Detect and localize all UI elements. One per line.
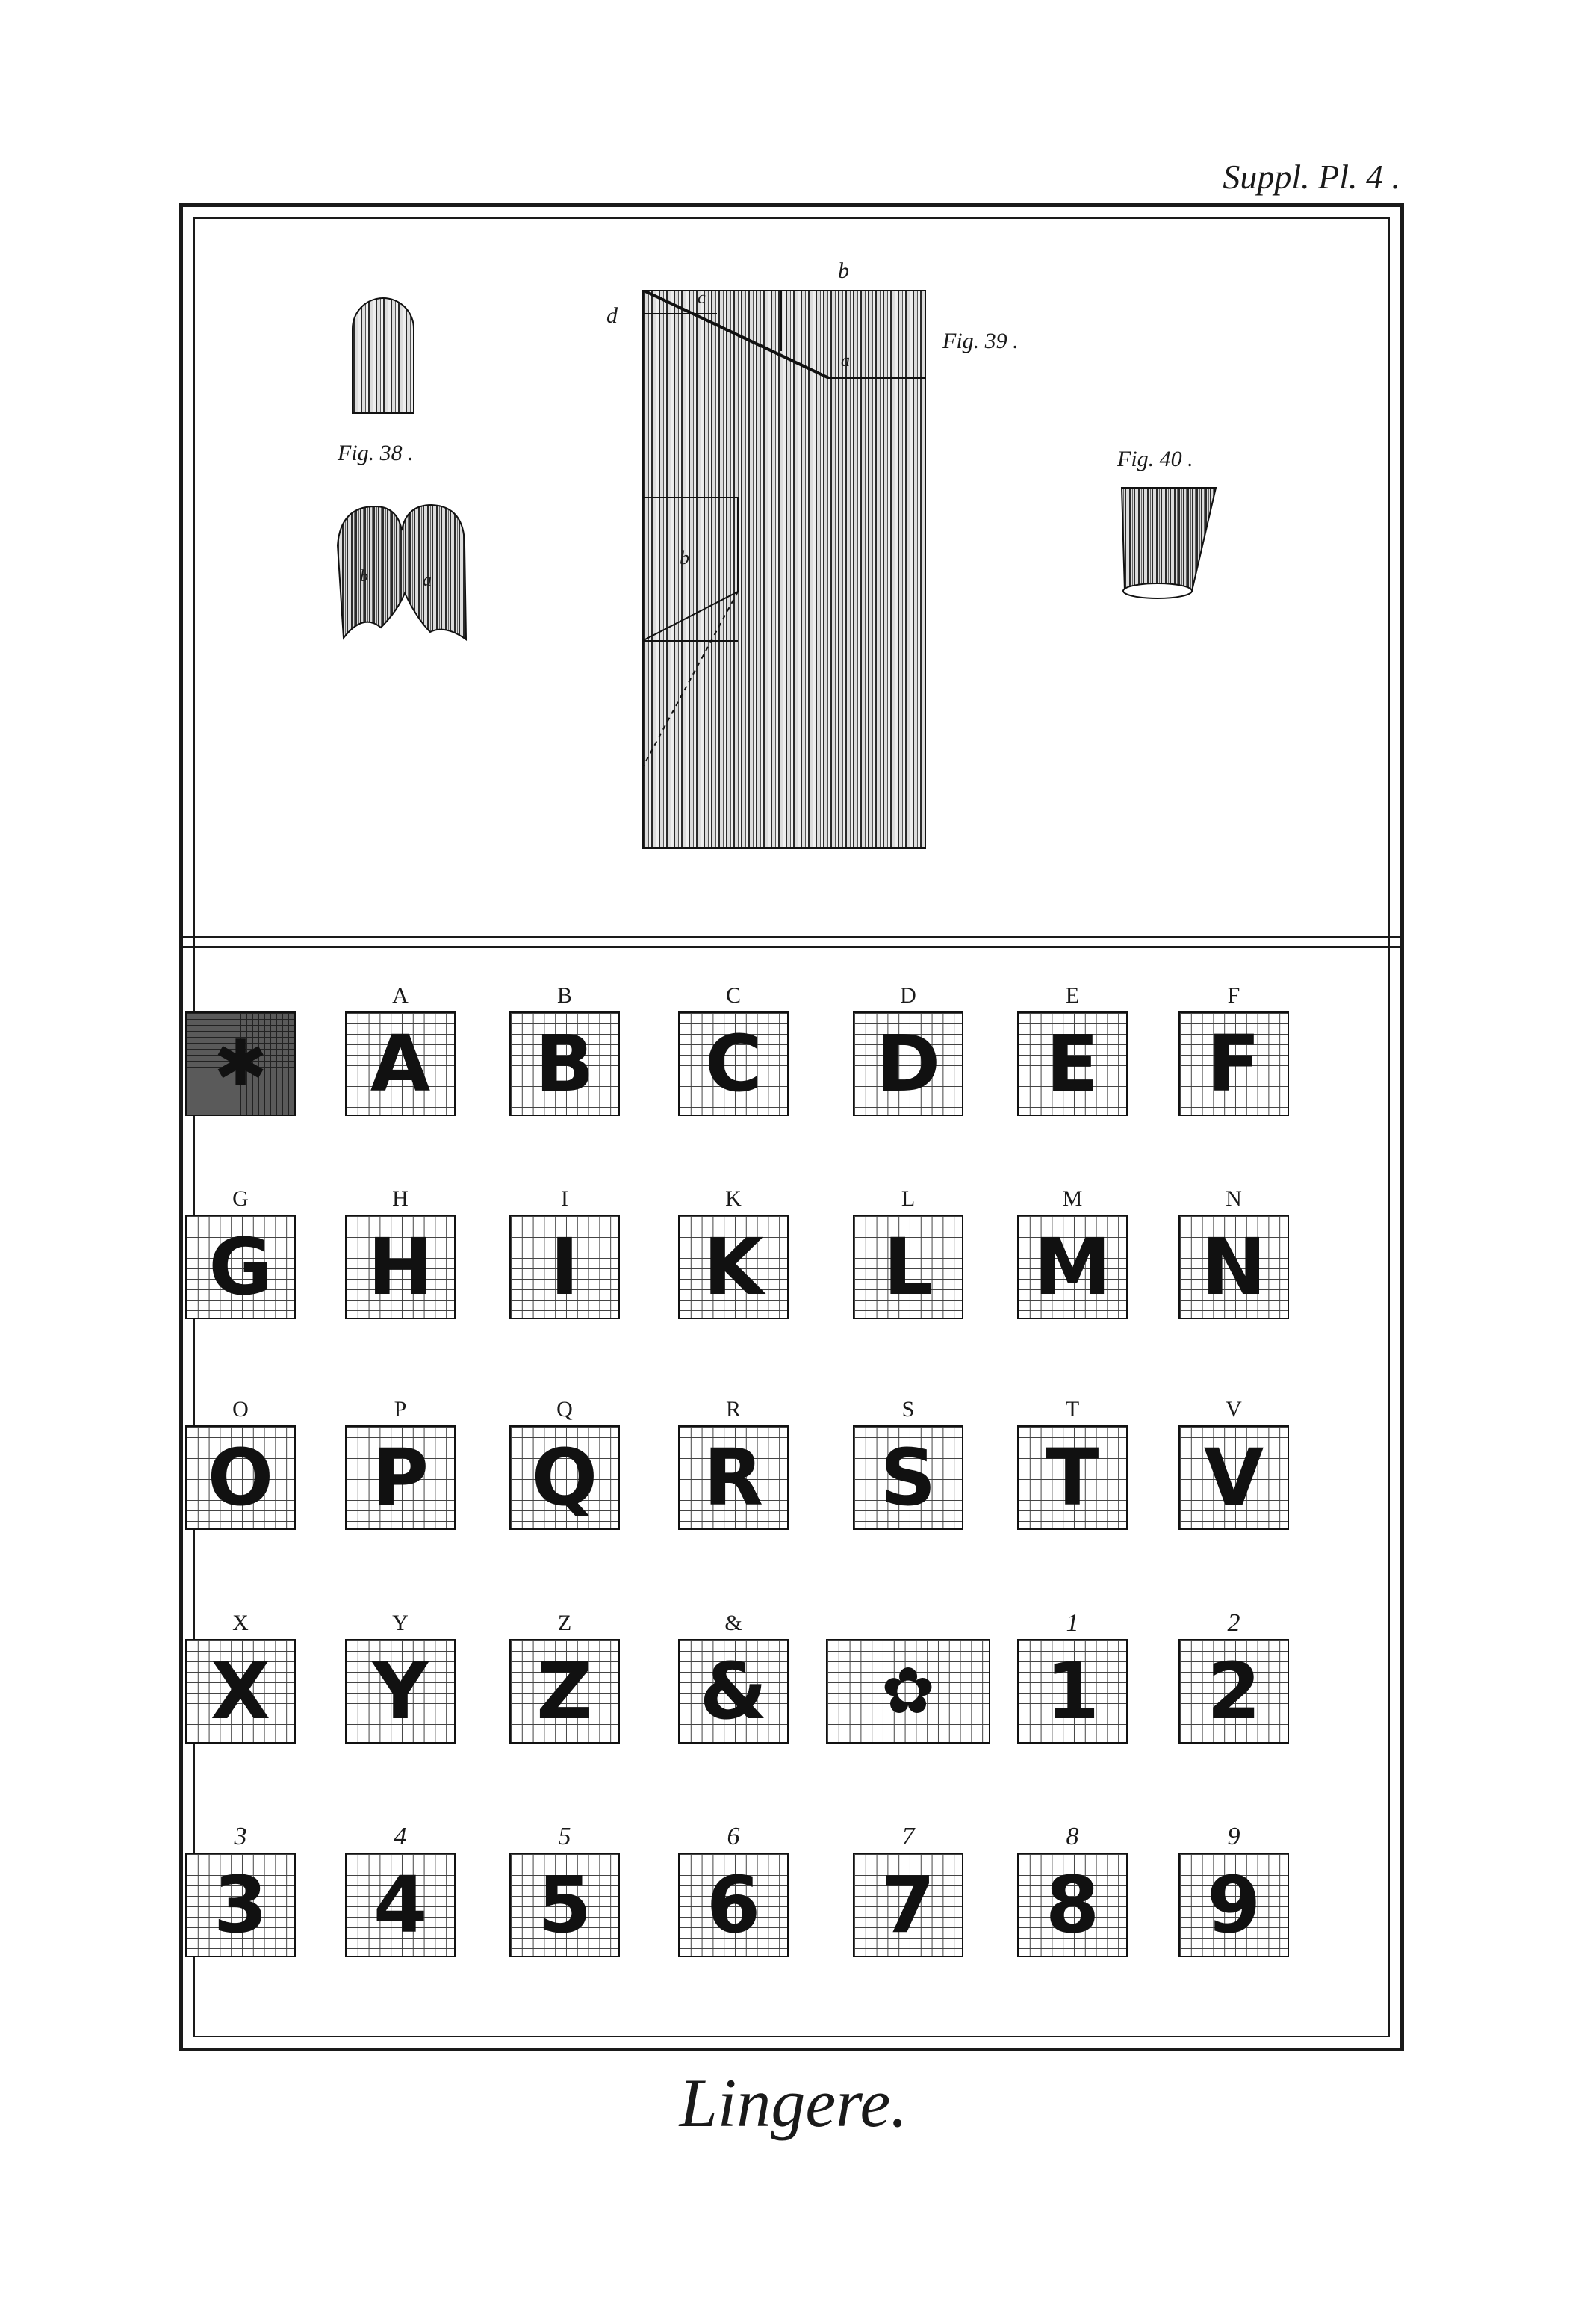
alphabet-cell (1017, 980, 1128, 1116)
alphabet-cell-label: E (1065, 983, 1080, 1008)
embroidery-grid (345, 1011, 456, 1116)
alphabet-cell (185, 980, 296, 1116)
cross-stitch-glyph: Z (536, 1646, 593, 1737)
fig39-letter-b-top: b (838, 258, 849, 283)
cross-stitch-glyph: S (880, 1432, 937, 1523)
alphabet-cell (826, 1608, 990, 1744)
cross-stitch-glyph: H (367, 1221, 433, 1313)
alphabet-cell-label (826, 1608, 990, 1639)
cross-stitch-glyph: M (1034, 1221, 1111, 1313)
alphabet-cell-label: 1 (1066, 1609, 1079, 1637)
alphabet-cell (1178, 980, 1289, 1116)
cross-stitch-glyph: B (535, 1018, 594, 1109)
embroidery-grid (1178, 1425, 1289, 1530)
alphabet-cell-label: M (1062, 1186, 1083, 1211)
cross-stitch-glyph: 2 (1206, 1646, 1261, 1737)
fig39-construction-lines (642, 290, 926, 849)
alphabet-cell (1178, 1608, 1289, 1744)
cross-stitch-glyph: D (875, 1018, 941, 1109)
alphabet-cell (853, 980, 963, 1116)
embroidery-grid (509, 1853, 620, 1957)
alphabet-cell-label: S (901, 1397, 915, 1422)
alphabet-cell (345, 1608, 456, 1744)
alphabet-cell-label: I (561, 1186, 568, 1211)
cross-stitch-glyph: Q (531, 1432, 598, 1523)
fig38-cut-pattern (333, 501, 470, 644)
alphabet-cell-label: 5 (558, 1823, 571, 1850)
alphabet-cell (853, 1821, 963, 1957)
alphabet-cell (185, 1183, 296, 1319)
cross-stitch-glyph: C (704, 1018, 763, 1109)
cross-stitch-glyph: X (210, 1646, 271, 1737)
embroidery-grid (1178, 1011, 1289, 1116)
embroidery-grid (1017, 1425, 1128, 1530)
embroidery-grid (678, 1639, 789, 1744)
embroidery-grid (1178, 1639, 1289, 1744)
embroidery-grid (1017, 1853, 1128, 1957)
alphabet-cell (185, 1821, 296, 1957)
cross-stitch-glyph: 7 (881, 1859, 936, 1950)
embroidery-grid (185, 1215, 296, 1319)
alphabet-cell-label: R (725, 1397, 741, 1422)
alphabet-cell (185, 1394, 296, 1530)
alphabet-cell-label: N (1226, 1186, 1242, 1211)
embroidery-grid (509, 1215, 620, 1319)
cross-stitch-glyph: K (703, 1221, 764, 1313)
alphabet-cell-label: 6 (727, 1823, 740, 1850)
embroidery-grid (185, 1011, 296, 1116)
embroidery-grid (345, 1215, 456, 1319)
embroidery-grid (185, 1639, 296, 1744)
alphabet-cell (1178, 1394, 1289, 1530)
cross-stitch-glyph: I (550, 1221, 580, 1313)
embroidery-grid (185, 1853, 296, 1957)
cross-stitch-glyph: T (1046, 1432, 1099, 1523)
alphabet-cell-label: O (232, 1397, 249, 1422)
cross-stitch-glyph: P (371, 1432, 429, 1523)
fig40-label: Fig. 40 . (1117, 447, 1193, 471)
fig38-letter-a: a (423, 571, 432, 590)
embroidery-grid (678, 1425, 789, 1530)
cross-stitch-glyph: O (207, 1432, 274, 1523)
alphabet-cell-label (185, 980, 296, 1011)
alphabet-cell (345, 1821, 456, 1957)
cross-stitch-glyph: R (703, 1432, 764, 1523)
alphabet-cell (185, 1608, 296, 1744)
alphabet-cell-label: V (1226, 1397, 1242, 1422)
fig38-letter-b: b (360, 566, 368, 585)
alphabet-cell (678, 1183, 789, 1319)
alphabet-cell (509, 1183, 620, 1319)
alphabet-cell (1017, 1394, 1128, 1530)
embroidery-grid (678, 1011, 789, 1116)
alphabet-cell (345, 980, 456, 1116)
fig39-label: Fig. 39 . (942, 329, 1019, 353)
embroidery-grid (345, 1639, 456, 1744)
fig38-label: Fig. 38 . (338, 441, 414, 465)
embroidery-grid (509, 1639, 620, 1744)
alphabet-cell (345, 1183, 456, 1319)
alphabet-cell-label: Q (556, 1397, 573, 1422)
alphabet-cell (509, 1394, 620, 1530)
fig38-sleeve-piece (352, 297, 414, 414)
alphabet-cell (1017, 1608, 1128, 1744)
cross-stitch-glyph: & (699, 1646, 768, 1737)
cross-stitch-glyph: 4 (373, 1859, 428, 1950)
cross-stitch-glyph: G (208, 1221, 273, 1313)
alphabet-cell (853, 1394, 963, 1530)
cross-stitch-glyph: N (1201, 1221, 1267, 1313)
embroidery-grid (853, 1011, 963, 1116)
embroidery-grid (345, 1853, 456, 1957)
embroidery-grid (509, 1425, 620, 1530)
embroidery-grid (678, 1215, 789, 1319)
embroidery-grid (185, 1425, 296, 1530)
alphabet-cell-label: C (725, 983, 741, 1008)
alphabet-cell-label: A (392, 983, 409, 1008)
alphabet-cell-label: G (232, 1186, 249, 1211)
alphabet-cell (678, 1394, 789, 1530)
alphabet-cell (1017, 1183, 1128, 1319)
cross-stitch-glyph: 8 (1045, 1859, 1100, 1950)
alphabet-cell-label: X (232, 1611, 249, 1635)
alphabet-cell (1178, 1183, 1289, 1319)
plate-caption: Lingere. (679, 2065, 908, 2141)
alphabet-cell-label: F (1227, 983, 1240, 1008)
cross-stitch-glyph: 5 (537, 1859, 592, 1950)
alphabet-cell-label: H (392, 1186, 409, 1211)
alphabet-cell-label: T (1065, 1397, 1080, 1422)
cross-stitch-glyph: V (1203, 1432, 1264, 1523)
alphabet-cell-label: 4 (394, 1823, 407, 1850)
alphabet-cell (1017, 1821, 1128, 1957)
embroidery-grid (345, 1425, 456, 1530)
alphabet-cell (509, 980, 620, 1116)
alphabet-cell-label: P (394, 1397, 407, 1422)
fig39-letter-c: c (698, 288, 706, 308)
alphabet-cell-label: 9 (1227, 1823, 1240, 1850)
cross-stitch-glyph: 1 (1045, 1646, 1100, 1737)
alphabet-cell-label: D (900, 983, 916, 1008)
alphabet-cell-label: 8 (1066, 1823, 1079, 1850)
cross-stitch-glyph: E (1046, 1018, 1099, 1109)
alphabet-cell-label: Y (392, 1611, 409, 1635)
alphabet-cell-label: B (556, 983, 572, 1008)
embroidery-grid (1178, 1853, 1289, 1957)
cross-stitch-glyph: A (370, 1018, 431, 1109)
fig39-letter-d: d (606, 303, 618, 328)
cross-stitch-glyph: 3 (213, 1859, 268, 1950)
cross-stitch-glyph: ✱ (213, 1026, 268, 1101)
cross-stitch-glyph: L (883, 1221, 934, 1313)
cross-stitch-glyph: F (1207, 1018, 1261, 1109)
embroidery-grid (1017, 1639, 1128, 1744)
alphabet-cell (509, 1608, 620, 1744)
embroidery-grid (853, 1853, 963, 1957)
cross-stitch-glyph: 9 (1206, 1859, 1261, 1950)
cross-stitch-glyph: ✿ (881, 1654, 936, 1729)
alphabet-cell (678, 1821, 789, 1957)
alphabet-cell-label: L (901, 1186, 916, 1211)
embroidery-grid (1178, 1215, 1289, 1319)
alphabet-cell-label: 2 (1227, 1609, 1240, 1637)
fig40-cuff (1120, 486, 1217, 600)
cross-stitch-glyph: Y (372, 1646, 429, 1737)
embroidery-grid (853, 1425, 963, 1530)
alphabet-cell (678, 980, 789, 1116)
embroidery-grid (509, 1011, 620, 1116)
cross-stitch-glyph: 6 (706, 1859, 761, 1950)
alphabet-cell-label: Z (557, 1611, 572, 1635)
plate-reference: Suppl. Pl. 4 . (1223, 158, 1400, 196)
embroidery-grid (678, 1853, 789, 1957)
alphabet-cell-label: 3 (234, 1823, 247, 1850)
embroidery-grid (1017, 1215, 1128, 1319)
embroidery-grid (826, 1639, 990, 1744)
embroidery-grid (1017, 1011, 1128, 1116)
alphabet-cell (853, 1183, 963, 1319)
alphabet-cell (678, 1608, 789, 1744)
alphabet-cell (509, 1821, 620, 1957)
embroidery-grid (853, 1215, 963, 1319)
alphabet-cell-label: & (724, 1611, 742, 1635)
alphabet-cell-label: K (725, 1186, 742, 1211)
fig39-letter-a: a (841, 351, 850, 371)
alphabet-cell (345, 1394, 456, 1530)
alphabet-cell (1178, 1821, 1289, 1957)
fig39-letter-b-inner: b (680, 547, 689, 568)
alphabet-cell-label: 7 (901, 1823, 915, 1850)
panel-divider (179, 936, 1404, 948)
